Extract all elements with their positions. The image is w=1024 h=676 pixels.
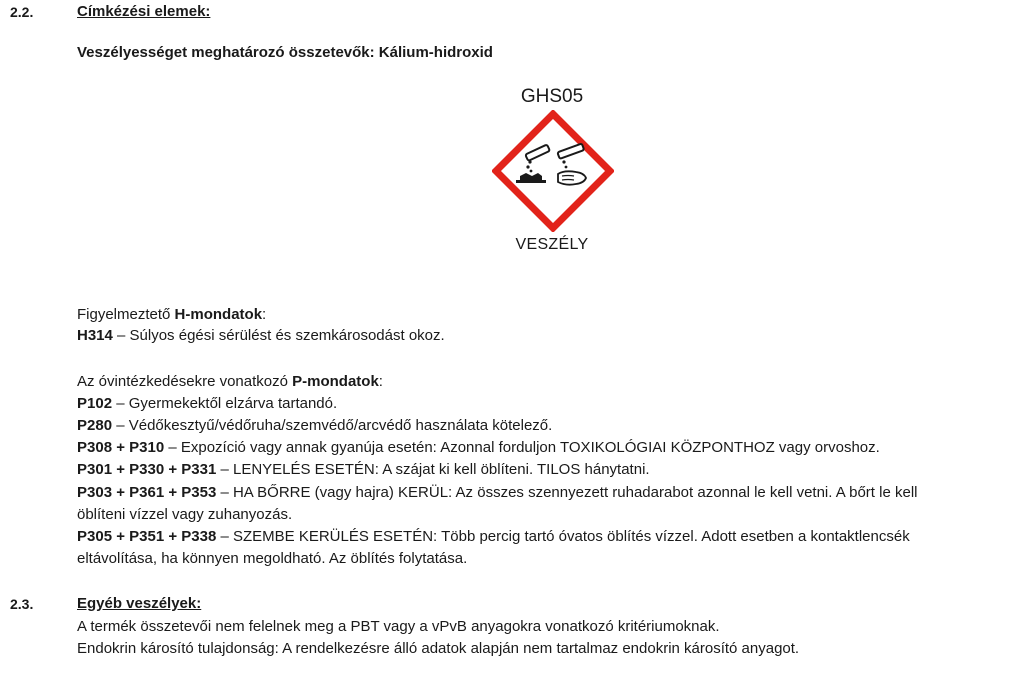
p-statement-code: P280 [77,417,113,434]
p-statement [77,459,650,480]
p-statements-intro: Az óvintézkedésekre vonatkozó P-mondatok: [77,373,383,390]
p-statement-text: – SZEMBE KERÜLÉS ESETÉN: Több percig tartó óvatos öblítés vízzel. Adott esetben a kontaktlencsék [216,528,910,545]
section-number: 2.2. [10,4,34,20]
p-statement-text: – Expozíció vagy annak gyanúja esetén: Azonnal forduljon TOXIKOLÓGIAI KÖZPONTHOZ vagy orvoshoz. [164,439,880,456]
h-statements-intro: Figyelmeztető H-mondatok: [77,306,267,323]
section-text-line: Endokrin károsító tulajdonság: A rendelkezésre álló adatok alapján nem tartalmaz endokrin károsító anyagot. [77,640,800,657]
section-text-line: A termék összetevői nem felelnek meg a PBT vagy a vPvB anyagokra vonatkozó kritériumoknak. [77,618,720,635]
p-statement [77,526,910,547]
section-title: Címkézési elemek: [77,3,211,20]
p-statement-code: P308 + P310 [77,439,165,456]
p-statement-text: – HA BŐRRE (vagy hajra) KERÜL: Az összes szennyezett ruhadarabot azonnal le kell vetni. A bőrt le kell [216,484,918,501]
section-title: Egyéb veszélyek: [77,595,202,612]
p-statement [77,393,337,414]
p-statement-code: P305 + P351 + P338 [77,528,217,545]
p-statement-code: P303 + P361 + P353 [77,484,217,501]
p-statement [77,437,880,458]
p-statement-code: P102 [77,395,113,412]
h-statement-text: – Súlyos égési sérülést és szemkárosodást okoz. [112,327,445,344]
ghs-code-label: GHS05 [520,86,584,107]
hazard-components-line: Veszélyességet meghatározó összetevők: Kálium-hidroxid [77,44,493,61]
p-statement [77,482,917,503]
corrosion-icon [492,110,614,232]
p-statement-continuation: öblíteni vízzel vagy zuhanyozás. [77,506,293,523]
h-statement [77,325,445,346]
p-statement [77,415,552,436]
h-statement-code: H314 [77,327,113,344]
signal-word: VESZÉLY [515,236,589,253]
p-statement-continuation: eltávolítása, ha könnyen megoldható. Az öblítés folytatása. [77,550,468,567]
section-number: 2.3. [10,596,34,612]
p-statement-text: – Védőkesztyű/védőruha/szemvédő/arcvédő használata kötelező. [112,417,553,434]
p-statement-text: – LENYELÉS ESETÉN: A szájat ki kell öblíteni. TILOS hánytatni. [216,461,650,478]
p-statement-code: P301 + P330 + P331 [77,461,217,478]
p-statement-text: – Gyermekektől elzárva tartandó. [112,395,338,412]
